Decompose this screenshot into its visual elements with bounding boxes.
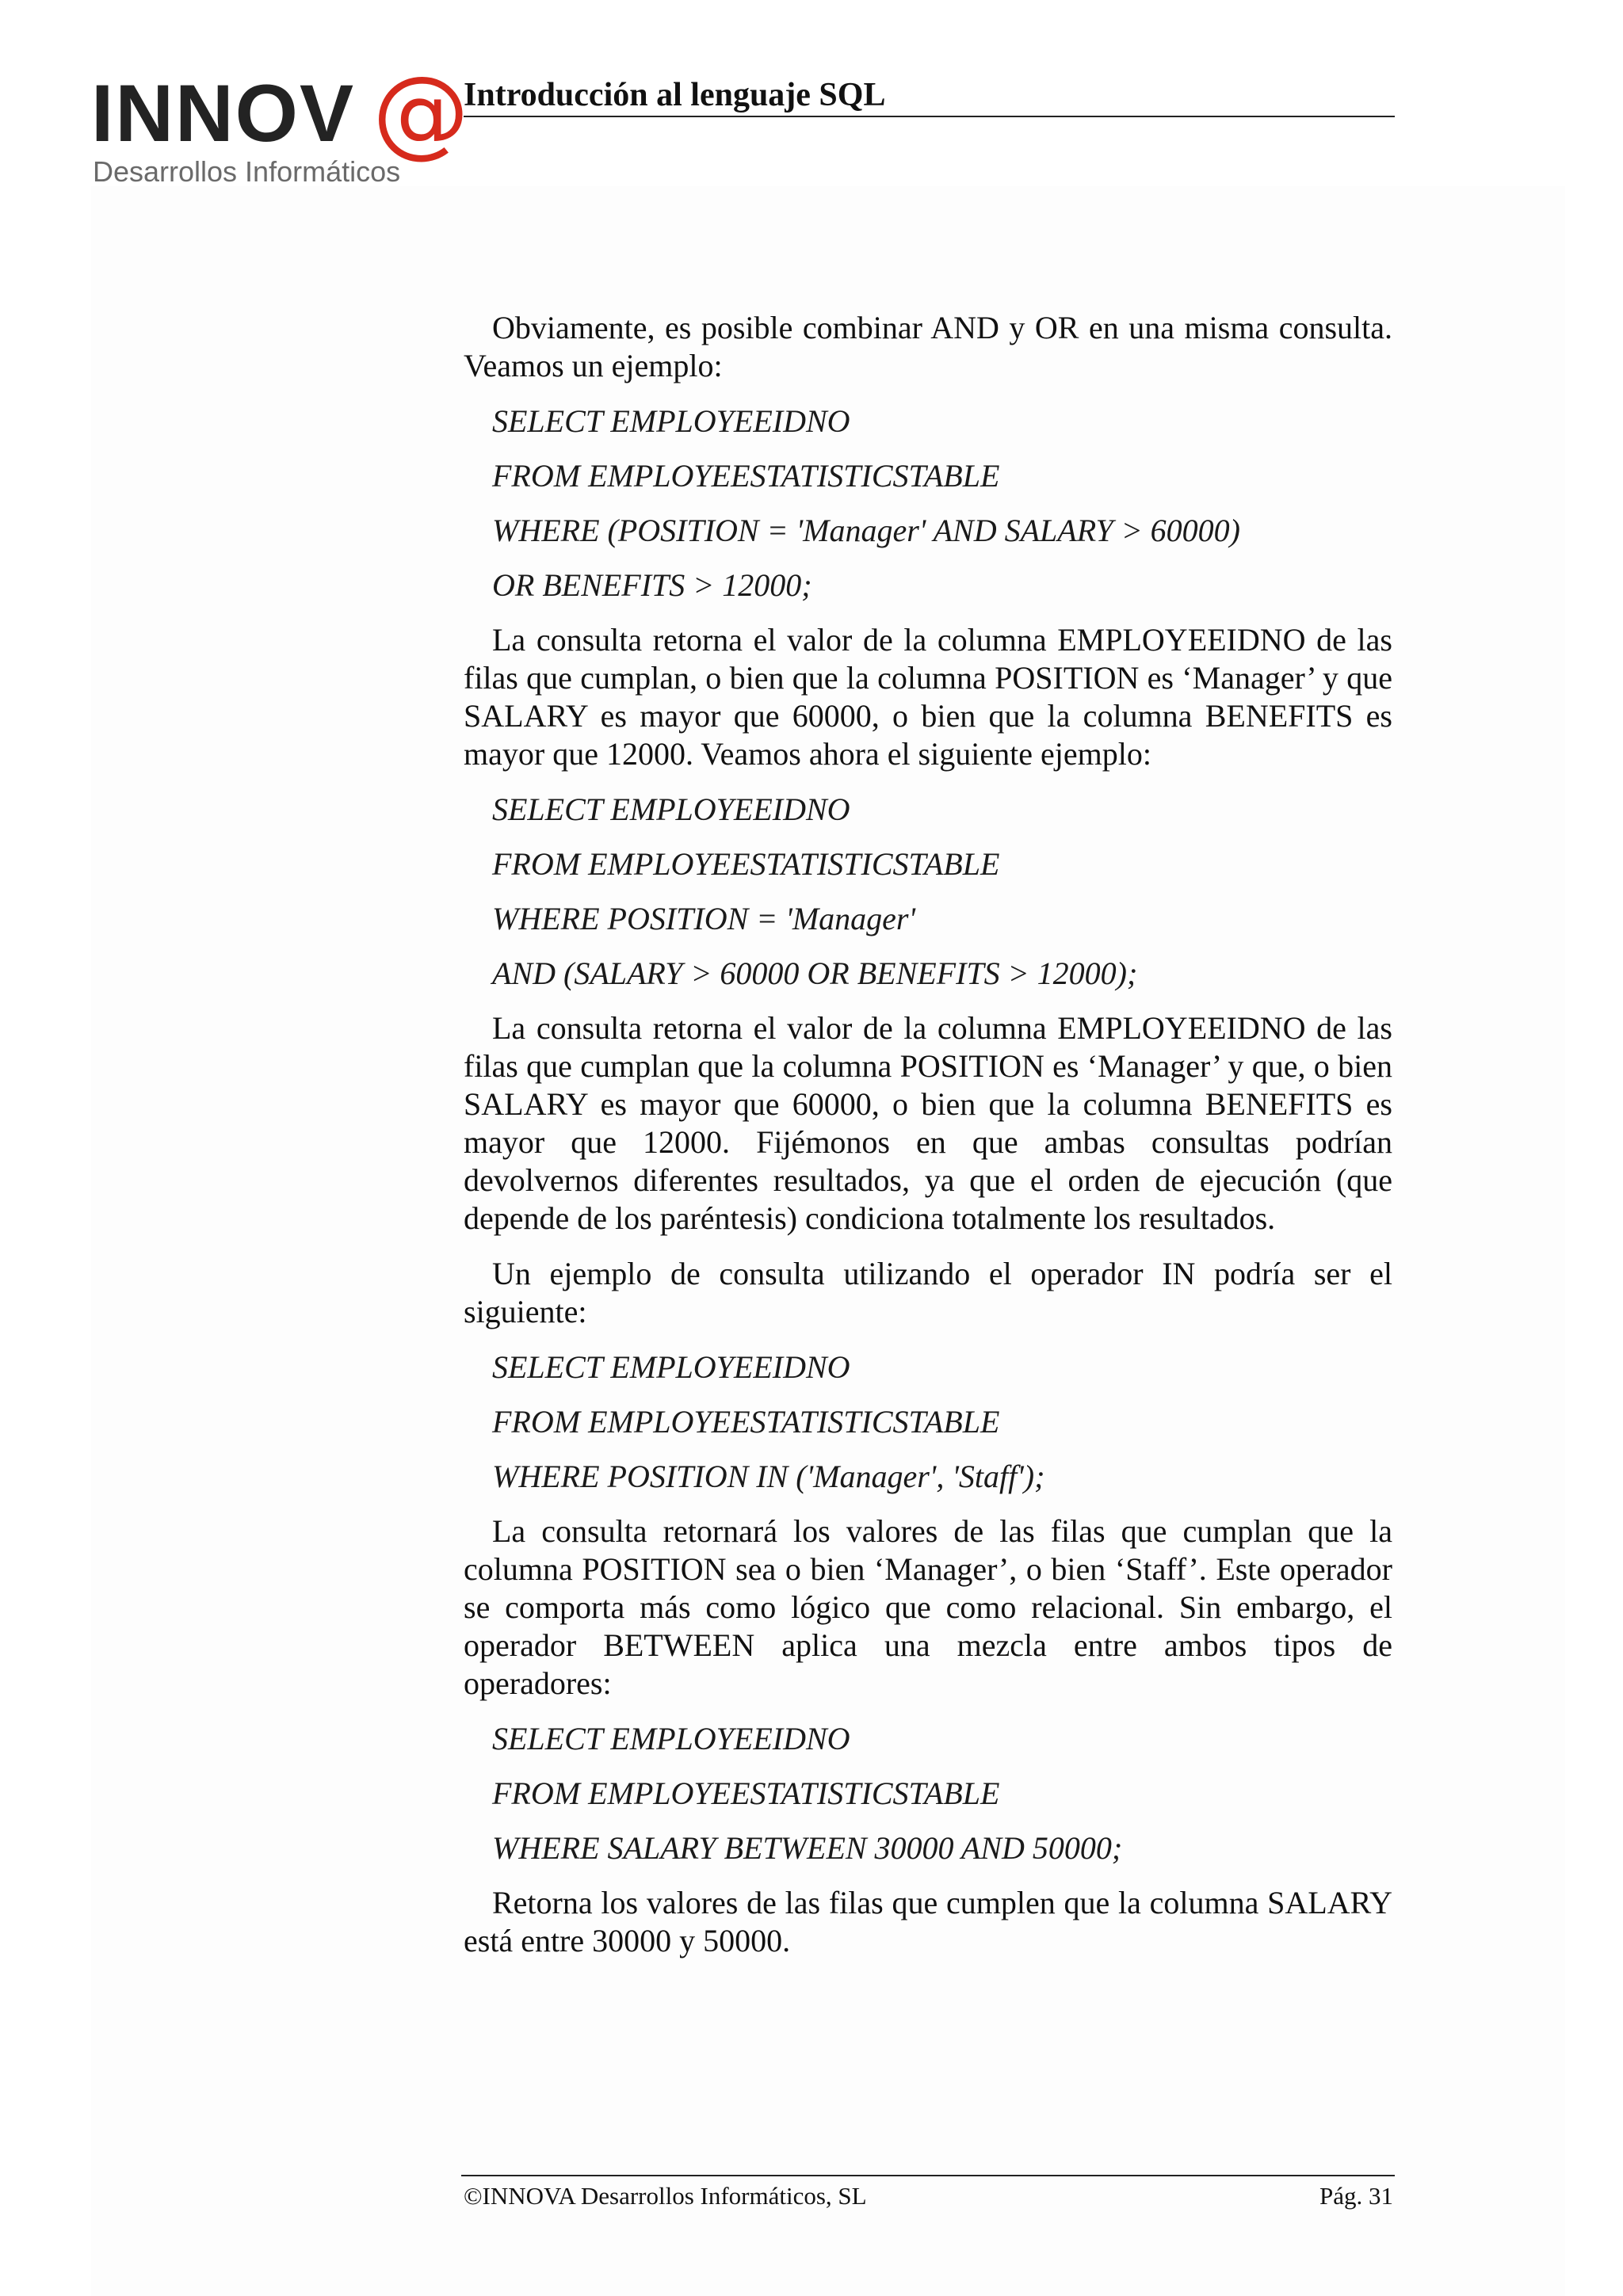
page-body bbox=[464, 309, 1392, 1978]
logo-subtitle: Desarrollos Informáticos bbox=[93, 155, 401, 188]
sql-code-line: FROM EMPLOYEESTATISTICSTABLE bbox=[492, 846, 1000, 882]
innova-logo bbox=[91, 55, 469, 192]
sql-code-line: SELECT EMPLOYEEIDNO bbox=[492, 1721, 850, 1756]
sql-code-line: WHERE (POSITION = 'Manager' AND SALARY > 60000) bbox=[492, 513, 1241, 548]
footer-copyright: ©INNOVA Desarrollos Informáticos, SL bbox=[464, 2182, 867, 2210]
document-title: Introducción al lenguaje SQL bbox=[464, 77, 886, 113]
logo-wordmark: INNOV bbox=[91, 68, 356, 158]
body-paragraph: La consulta retornará los valores de las filas que cumplan que la columna POSITION sea o bien ‘Manager’, o bien ‘Staff’. Este operador se comporta más como lógico que como relacional. Sin embargo, el operador BETWEEN aplica una mezcla entre ambos tipos de operadores: bbox=[464, 1513, 1392, 1701]
sql-code-line: SELECT EMPLOYEEIDNO bbox=[492, 791, 850, 827]
body-paragraph: Un ejemplo de consulta utilizando el operador IN podría ser el siguiente: bbox=[464, 1256, 1392, 1329]
logo-at-symbol: @ bbox=[372, 55, 469, 168]
sql-code-line: SELECT EMPLOYEEIDNO bbox=[492, 403, 850, 439]
sql-code-line: FROM EMPLOYEESTATISTICSTABLE bbox=[492, 1404, 1000, 1440]
sql-code-line: OR BENEFITS > 12000; bbox=[492, 567, 812, 603]
body-paragraph: Retorna los valores de las filas que cumplen que la columna SALARY está entre 30000 y 50000. bbox=[464, 1885, 1392, 1958]
sql-code-line: FROM EMPLOYEESTATISTICSTABLE bbox=[492, 458, 1000, 494]
page-number: Pág. 31 bbox=[1319, 2182, 1393, 2210]
body-paragraph: Obviamente, es posible combinar AND y OR en una misma consulta. Veamos un ejemplo: bbox=[464, 310, 1392, 383]
header-divider bbox=[464, 116, 1395, 117]
sql-code-line: AND (SALARY > 60000 OR BENEFITS > 12000); bbox=[492, 955, 1138, 991]
body-paragraph: La consulta retorna el valor de la columna EMPLOYEEIDNO de las filas que cumplan que la columna POSITION es ‘Manager’ y que, o bien SALARY es mayor que 60000, o bien que la columna BENEFITS es mayor que 12000. Fijémonos en que ambas consultas podrían devolvernos diferentes resultados, ya que el orden de ejecución (que depende de los paréntesis) condiciona totalmente los resultados. bbox=[464, 1010, 1392, 1236]
body-paragraph: La consulta retorna el valor de la columna EMPLOYEEIDNO de las filas que cumplan, o bien que la columna POSITION es ‘Manager’ y que SALARY es mayor que 60000, o bien que la columna BENEFITS es mayor que 12000. Veamos ahora el siguiente ejemplo: bbox=[464, 622, 1392, 772]
sql-code-line: WHERE POSITION IN ('Manager', 'Staff'); bbox=[492, 1459, 1045, 1494]
sql-code-line: WHERE POSITION = 'Manager' bbox=[492, 901, 916, 936]
sql-code-line: SELECT EMPLOYEEIDNO bbox=[492, 1349, 850, 1385]
sql-code-line: WHERE SALARY BETWEEN 30000 AND 50000; bbox=[492, 1830, 1123, 1866]
footer-divider bbox=[461, 2175, 1395, 2176]
sql-code-line: FROM EMPLOYEESTATISTICSTABLE bbox=[492, 1775, 1000, 1811]
